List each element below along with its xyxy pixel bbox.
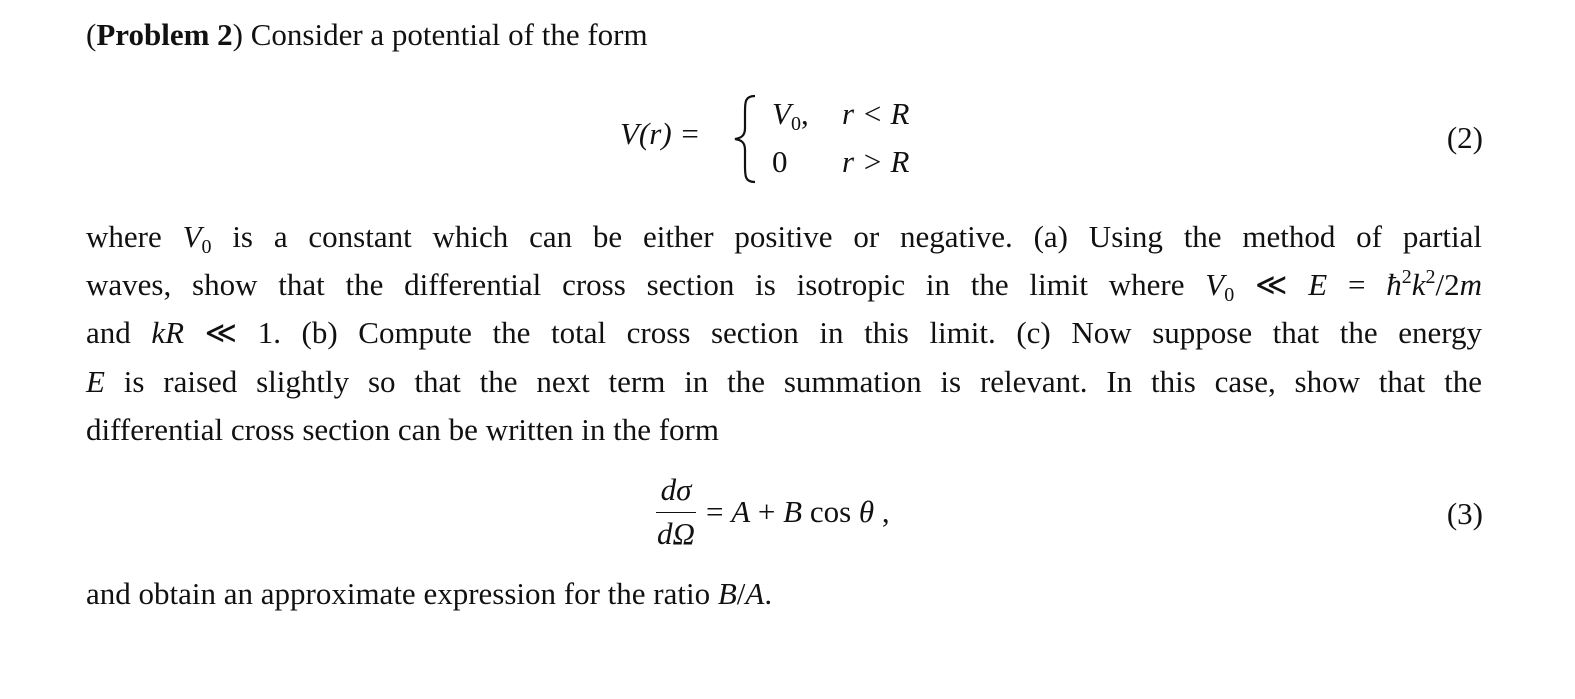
eq3-theta: θ bbox=[858, 494, 875, 529]
p2-hbar-sup: 2 bbox=[1401, 266, 1412, 288]
eq3-b: B bbox=[783, 494, 803, 529]
potential-row1-comma: , bbox=[800, 96, 809, 131]
problem-paren-close: ) bbox=[232, 17, 243, 52]
equation-potential-lhs bbox=[620, 116, 700, 152]
paragraph-line-2 bbox=[86, 261, 1482, 309]
paragraph-line-5: differential cross section can be written in the form bbox=[86, 412, 719, 447]
p2-k: k bbox=[1411, 267, 1426, 302]
p3-a: and bbox=[86, 315, 152, 350]
problem-paren-open: ( bbox=[86, 17, 97, 52]
p3-kr: kR bbox=[151, 315, 185, 350]
p2-v: V bbox=[1205, 267, 1225, 302]
problem-heading bbox=[86, 11, 648, 59]
p2-v-sub: 0 bbox=[1224, 284, 1235, 306]
p4-e: E bbox=[86, 364, 105, 399]
fraction-numerator: dσ bbox=[660, 472, 692, 507]
p2-c: = bbox=[1327, 267, 1387, 302]
closing-text: and obtain an approximate expression for the ratio bbox=[86, 576, 718, 611]
left-brace-icon bbox=[731, 92, 761, 186]
closing-slash: / bbox=[736, 576, 746, 611]
p2-m: m bbox=[1459, 267, 1482, 302]
closing-b: B bbox=[717, 576, 737, 611]
fraction-bar bbox=[656, 512, 696, 513]
p2-b: ≪ bbox=[1234, 267, 1309, 302]
eq3-a: A bbox=[731, 494, 751, 529]
problem-label: Problem 2 bbox=[96, 17, 233, 52]
p2-d: /2 bbox=[1435, 267, 1460, 302]
potential-row2-value: 0 bbox=[772, 144, 788, 179]
potential-row2-condition: r > R bbox=[842, 144, 910, 179]
p1-a: where bbox=[86, 219, 183, 254]
cross-section-rhs bbox=[706, 494, 890, 530]
paragraph-line-1 bbox=[86, 213, 1482, 261]
potential-row1-v: V bbox=[772, 96, 791, 131]
p1-v: V bbox=[182, 219, 202, 254]
p1-v-sub: 0 bbox=[201, 236, 212, 258]
equation-number-2: (2) bbox=[1446, 120, 1483, 155]
p1-b: is a constant which can be either positive or negative. (a) Using the method of partial bbox=[211, 219, 1483, 254]
p2-e: E bbox=[1308, 267, 1328, 302]
eq3-plus: + bbox=[750, 494, 784, 529]
closing-period: . bbox=[764, 576, 773, 611]
equation-number-3: (3) bbox=[1446, 496, 1483, 531]
eq3-tail: , bbox=[874, 494, 890, 529]
paragraph-line-3 bbox=[86, 309, 1482, 357]
equation-cross-section bbox=[648, 470, 948, 556]
p2-k-sup: 2 bbox=[1425, 266, 1436, 288]
equation-potential bbox=[620, 92, 950, 186]
eq3-cos: cos bbox=[802, 494, 859, 529]
p2-a: waves, show that the differential cross section is isotropic in the limit where bbox=[86, 267, 1206, 302]
eq3-equals: = bbox=[706, 494, 732, 529]
p4-b: is raised slightly so that the next term in the summation is relevant. In this case, show that the bbox=[104, 364, 1482, 399]
problem-intro: Consider a potential of the form bbox=[242, 17, 648, 52]
closing-line bbox=[86, 570, 772, 618]
p3-b: ≪ 1. (b) Compute the total cross section in this limit. (c) Now suppose that the energy bbox=[184, 315, 1483, 350]
potential-row1-value bbox=[772, 96, 809, 135]
paragraph-line-4 bbox=[86, 358, 1482, 406]
closing-a: A bbox=[745, 576, 765, 611]
p2-hbar: ħ bbox=[1386, 267, 1402, 302]
potential-row1-condition: r < R bbox=[842, 96, 910, 131]
fraction-denominator: dΩ bbox=[657, 516, 695, 551]
potential-row1-sub: 0 bbox=[790, 113, 801, 135]
potential-lhs-text: V(r) = bbox=[620, 116, 701, 151]
